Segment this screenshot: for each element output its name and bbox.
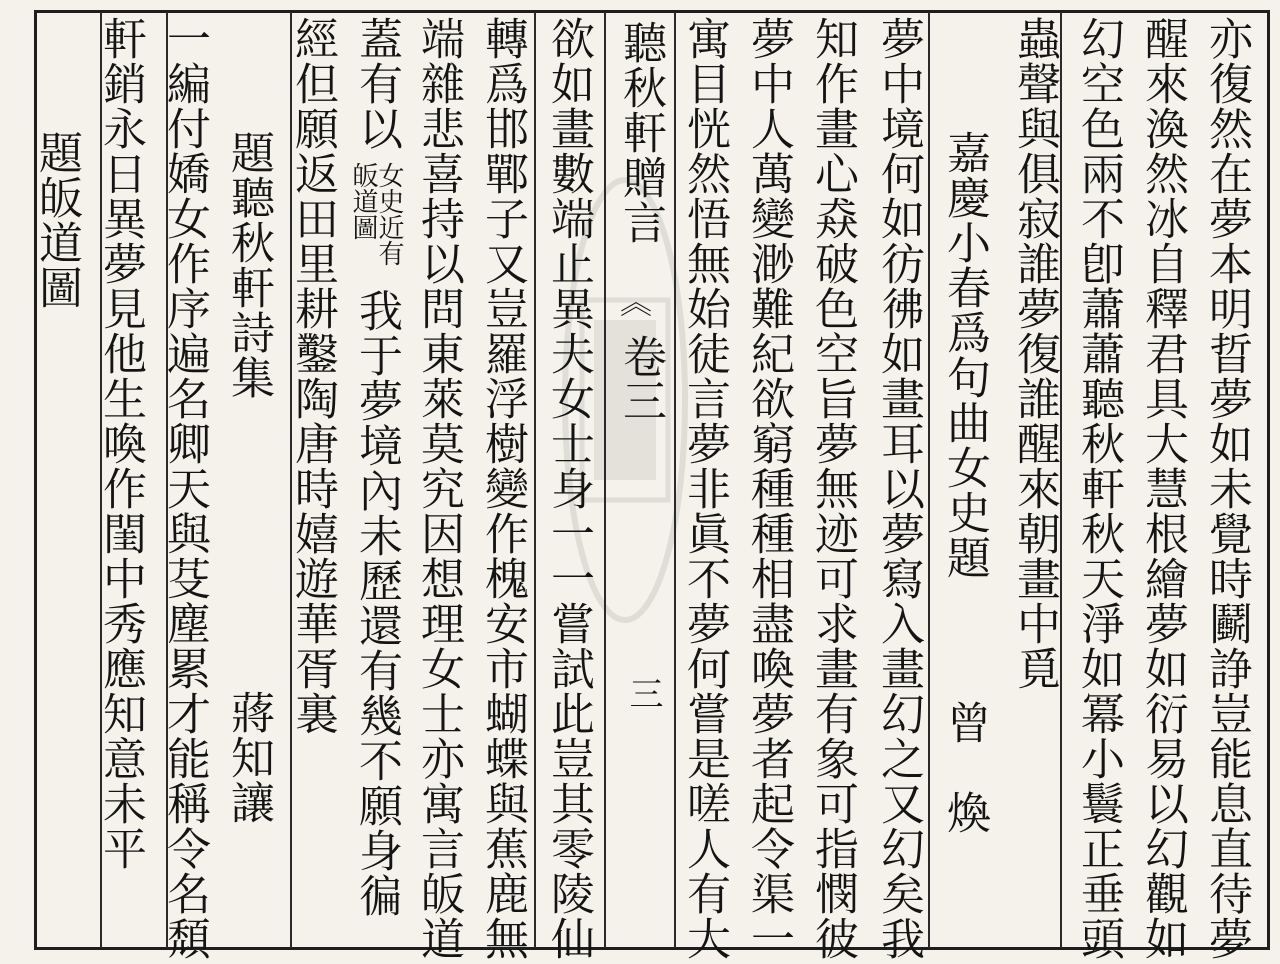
- text-column: 轉爲邯鄲子又豈羅浮樹變作槐安市蝴蝶與蕉鹿無: [477, 16, 528, 961]
- text-column: 夢中人萬變渺難紀欲窮種種相盡喚夢者起令渠一: [743, 16, 794, 961]
- interlinear-note: 皈道圖: [348, 162, 378, 240]
- book-title: 聽秋軒贈言: [615, 20, 666, 245]
- text-column: 一編付嬌女作序遍名卿天與芟塵累才能稱令名頹: [159, 16, 210, 961]
- text-column-part: 蓋有以: [351, 16, 402, 151]
- author-name: 曾 煥: [939, 700, 990, 835]
- inscription-heading: 嘉慶小春爲句曲女史題: [939, 130, 990, 580]
- column-rule: [928, 12, 930, 948]
- gutter-rule-left: [604, 12, 606, 948]
- text-column: 知作畫心猋破色空旨夢無迹可求畫有象可指憫彼: [807, 16, 858, 961]
- text-column: 亦復然在夢本明晢夢如未覺時鬬諍豈能息直待夢: [1201, 16, 1252, 961]
- volume-label: 卷三: [615, 334, 666, 422]
- fish-tail-mark-icon: ︽: [620, 283, 653, 321]
- text-column: 寓目恍然悟無始徒言夢非眞不夢何嘗是嗟人有大: [679, 16, 730, 961]
- author-name: 蔣知讓: [223, 690, 274, 825]
- page-number: 三: [623, 676, 663, 710]
- text-column: 軒銷永日異夢見他生喚作閨中秀應知意未平: [95, 16, 146, 871]
- text-column: 經但願返田里耕鑿陶唐時嬉遊華胥裏: [287, 16, 338, 736]
- text-column: 欲如畫數端止異夫女士身一一嘗試此豈其零陵仙: [543, 16, 594, 961]
- text-column-part: 我于夢境內未歷還有幾不願身徧: [351, 288, 402, 918]
- poem-heading: 題聽秋軒詩集: [223, 130, 274, 400]
- text-column: 端雜悲喜持以問東萊莫究因想理女士亦寓言皈道: [413, 16, 464, 961]
- poem-heading: 題皈道圖: [31, 130, 82, 310]
- text-column: 幻空色兩不卽蕭蕭聽秋軒秋天淨如冪小鬟正垂頭: [1073, 16, 1124, 961]
- gutter-rule-right: [674, 12, 676, 948]
- text-column: 蟲聲與俱寂誰夢復誰醒來朝畫中覓: [1009, 16, 1060, 691]
- column-rule: [1060, 12, 1062, 948]
- center-gutter: [612, 16, 668, 946]
- text-column: 醒來渙然冰自釋君具大慧根繪夢如衍易以幻觀如: [1137, 16, 1188, 961]
- interlinear-note: 女史近有: [374, 162, 404, 266]
- column-rule: [534, 12, 536, 948]
- text-column: 夢中境何如彷彿如畫耳以夢寫入畫幻之又幻矣我: [873, 16, 924, 961]
